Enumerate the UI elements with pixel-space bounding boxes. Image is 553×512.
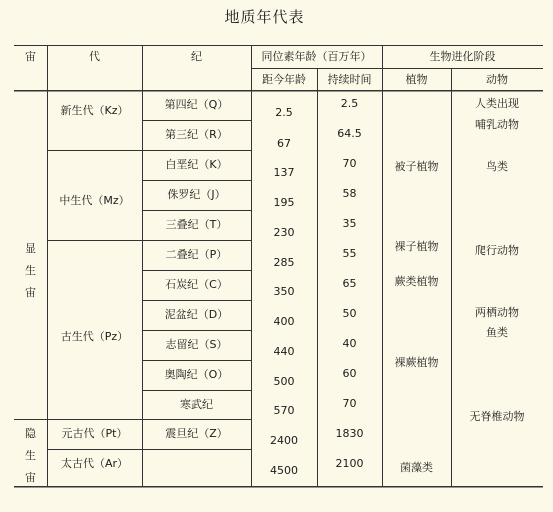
age-value: 67 <box>277 137 291 150</box>
age-value: 2400 <box>270 434 298 447</box>
duration-value: 70 <box>342 397 357 410</box>
plant-psilophytes: 裸蕨植物 <box>394 356 439 369</box>
duration-value: 50 <box>342 307 357 320</box>
eon-phanerozoic: 显 生 宙 <box>25 242 36 299</box>
era-cenozoic: 新生代（Kz） <box>60 104 129 117</box>
duration-value: 40 <box>342 337 357 350</box>
period-cambrian: 寒武纪 <box>180 398 213 411</box>
period-permian: 二叠纪（P） <box>165 248 228 261</box>
plant-ferns: 蕨类植物 <box>394 275 439 288</box>
header-duration: 持续时间 <box>327 73 372 86</box>
era-archean: 太古代（Ar） <box>60 457 129 470</box>
page-title: 地质年代表 <box>224 8 305 26</box>
era-proterozoic: 元古代（Pt） <box>61 427 128 440</box>
header-era: 代 <box>89 50 100 63</box>
age-value: 500 <box>273 375 295 388</box>
period-cretaceous: 白垩纪（K） <box>165 158 228 171</box>
eon-cryptozoic: 隐 生 宙 <box>25 427 36 484</box>
duration-value: 35 <box>342 217 357 230</box>
age-value: 230 <box>273 226 295 239</box>
header-plants: 植物 <box>405 73 428 86</box>
era-mesozoic: 中生代（Mz） <box>59 194 130 207</box>
duration-value: 60 <box>342 367 357 380</box>
era-paleozoic: 古生代（Pz） <box>60 330 129 343</box>
header-age-now: 距今年龄 <box>262 73 306 86</box>
animal-invertebrates: 无脊椎动物 <box>469 410 525 423</box>
age-value: 440 <box>273 345 295 358</box>
age-value: 2.5 <box>275 106 293 119</box>
period-devonian: 泥盆纪（D） <box>164 308 229 321</box>
age-value: 350 <box>273 285 295 298</box>
period-sinian: 震旦纪（Z） <box>165 427 228 440</box>
animal-fish: 鱼类 <box>486 326 508 339</box>
age-value: 4500 <box>270 464 298 477</box>
period-carboniferous: 石炭纪（C） <box>165 278 228 291</box>
period-jurassic: 侏罗纪（J） <box>167 188 226 201</box>
plant-gymnosperms: 裸子植物 <box>394 240 439 253</box>
animal-reptiles: 爬行动物 <box>475 244 519 257</box>
duration-value: 2.5 <box>340 97 359 110</box>
period-quaternary: 第四纪（Q） <box>164 98 229 111</box>
period-tertiary: 第三纪（R） <box>165 128 228 141</box>
age-value: 137 <box>273 166 295 179</box>
duration-value: 58 <box>342 187 357 200</box>
header-stage: 生物进化阶段 <box>429 50 496 63</box>
period-triassic: 三叠纪（T） <box>165 218 228 231</box>
duration-value: 65 <box>342 277 357 290</box>
period-silurian: 志留纪（S） <box>165 338 228 351</box>
duration-value: 2100 <box>335 457 364 470</box>
header-period: 纪 <box>191 50 202 63</box>
header-animals: 动物 <box>486 73 508 86</box>
age-value: 400 <box>273 315 295 328</box>
age-value: 570 <box>273 404 295 417</box>
age-value: 195 <box>273 196 295 209</box>
period-ordovician: 奥陶纪（O） <box>164 368 229 381</box>
plant-algae-fungi: 菌藻类 <box>400 461 433 474</box>
animal-humans: 人类出现 <box>475 97 519 110</box>
header-eon: 宙 <box>25 50 36 63</box>
duration-value: 1830 <box>335 427 364 440</box>
age-value: 285 <box>273 256 295 269</box>
duration-value: 55 <box>342 247 357 260</box>
header-isotope-age: 同位素年龄（百万年） <box>261 50 372 63</box>
animal-mammals: 哺乳动物 <box>475 118 519 131</box>
plant-angiosperms: 被子植物 <box>394 160 439 173</box>
animal-birds: 鸟类 <box>486 160 508 173</box>
animal-amphibians: 两栖动物 <box>475 306 519 319</box>
duration-value: 64.5 <box>337 127 362 140</box>
duration-value: 70 <box>342 157 357 170</box>
